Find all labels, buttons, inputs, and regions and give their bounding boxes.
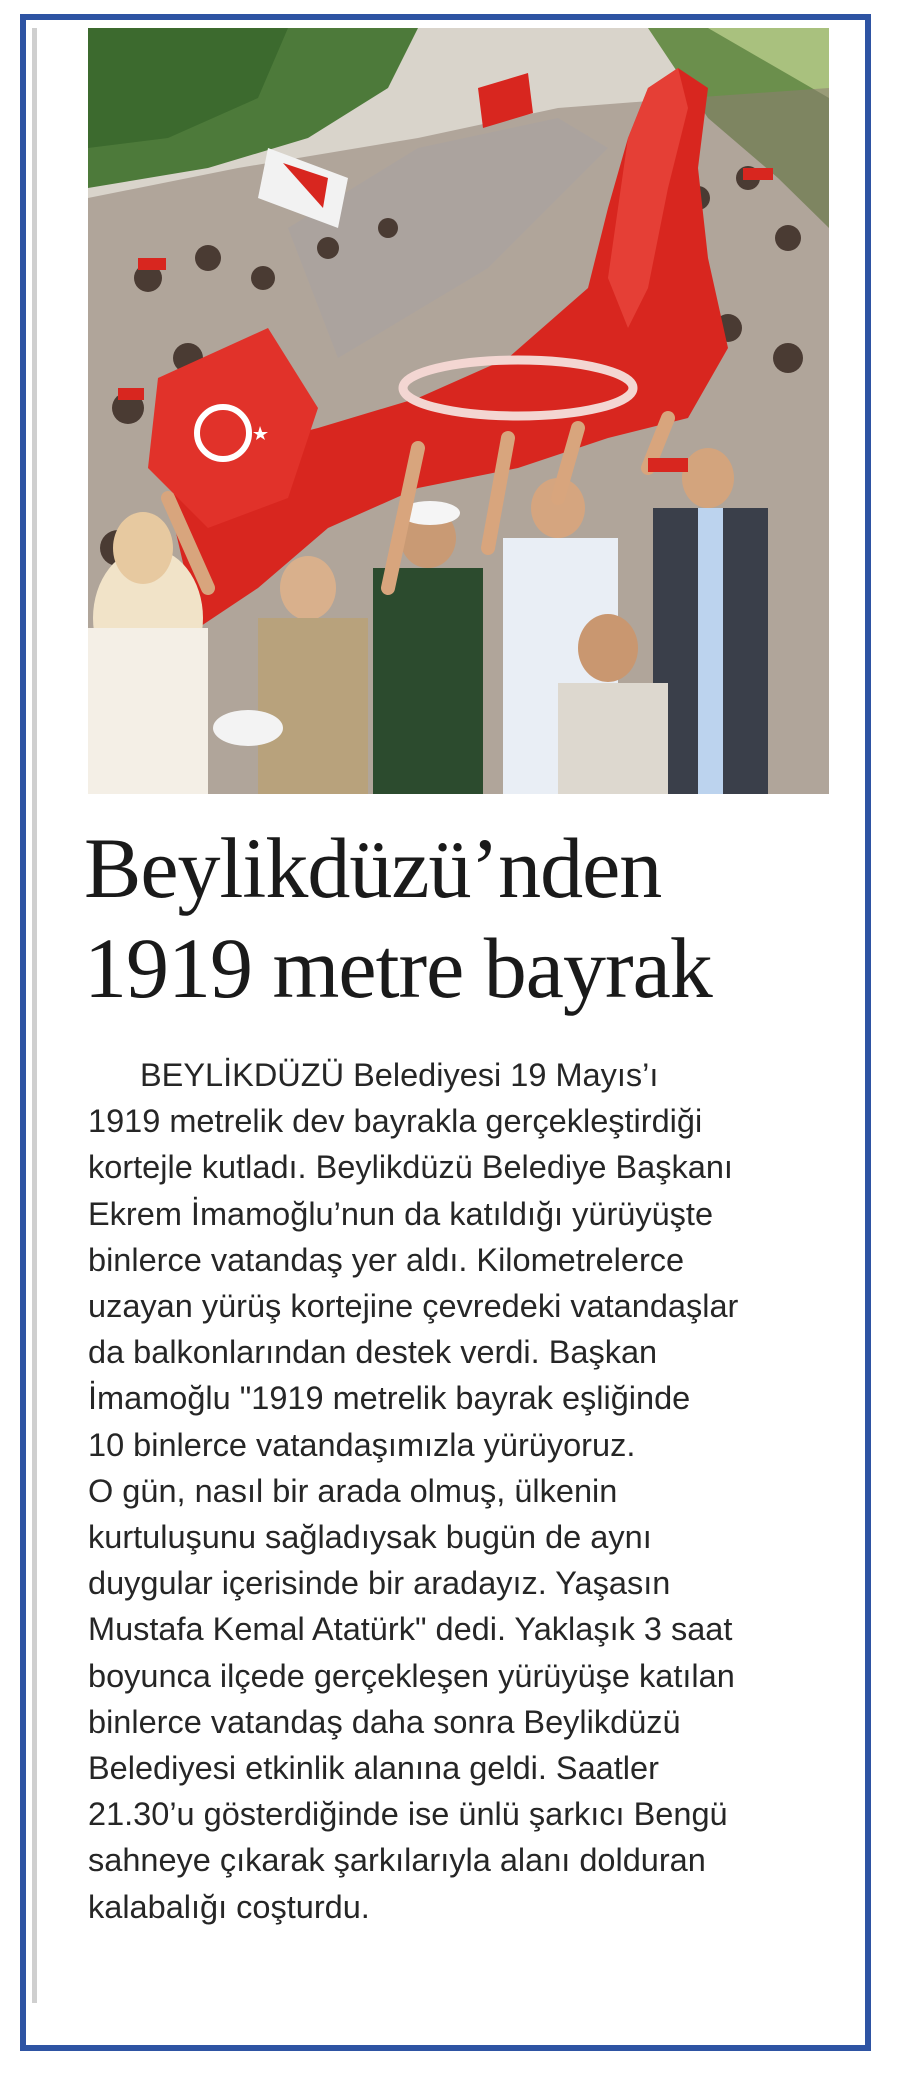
headline-line: Beylikdüzü’nden (84, 820, 662, 916)
body-line: O gün, nasıl bir arada olmuş, ülkenin (88, 1472, 618, 1509)
body-line: Ekrem İmamoğlu’nun da katıldığı yürüyüşte (88, 1195, 714, 1232)
body-line: kortejle kutladı. Beylikdüzü Belediye Başkanı (88, 1149, 733, 1186)
body-line: da balkonlarından destek verdi. Başkan (88, 1334, 658, 1371)
body-line: boyunca ilçede gerçekleşen yürüyüşe katılan (88, 1657, 735, 1694)
body-line: BEYLİKDÜZÜ Belediyesi 19 Mayıs’ı (140, 1057, 659, 1093)
body-line: Mustafa Kemal Atatürk" dedi. Yaklaşık 3 saat (88, 1611, 733, 1648)
headline-line: 1919 metre bayrak (84, 920, 712, 1016)
body-line: kurtuluşunu sağladıysak bugün de aynı (88, 1519, 652, 1556)
article-body (88, 1052, 833, 1930)
body-line: İmamoğlu "1919 metrelik bayrak eşliğinde (88, 1380, 691, 1417)
body-line: sahneye çıkarak şarkılarıyla alanı dolduran (88, 1842, 706, 1879)
body-line: uzayan yürüş kortejine çevredeki vatandaşlar (88, 1288, 739, 1325)
body-line: binlerce vatandaş yer aldı. Kilometrelerce (88, 1241, 685, 1278)
body-line: 21.30’u gösterdiğinde ise ünlü şarkıcı Bengü (88, 1796, 728, 1833)
body-line: duygular içerisinde bir aradayız. Yaşasın (88, 1565, 671, 1602)
body-line: 1919 metrelik dev bayrakla gerçekleştirdiği (88, 1103, 703, 1140)
body-line: kalabalığı coşturdu. (88, 1888, 370, 1925)
body-line: Belediyesi etkinlik alanına geldi. Saatler (88, 1750, 659, 1787)
headline (84, 818, 844, 1018)
body-line: binlerce vatandaş daha sonra Beylikdüzü (88, 1703, 681, 1740)
column-rule (32, 28, 37, 2003)
body-line: 10 binlerce vatandaşımızla yürüyoruz. (88, 1426, 636, 1463)
news-photo (88, 28, 829, 794)
